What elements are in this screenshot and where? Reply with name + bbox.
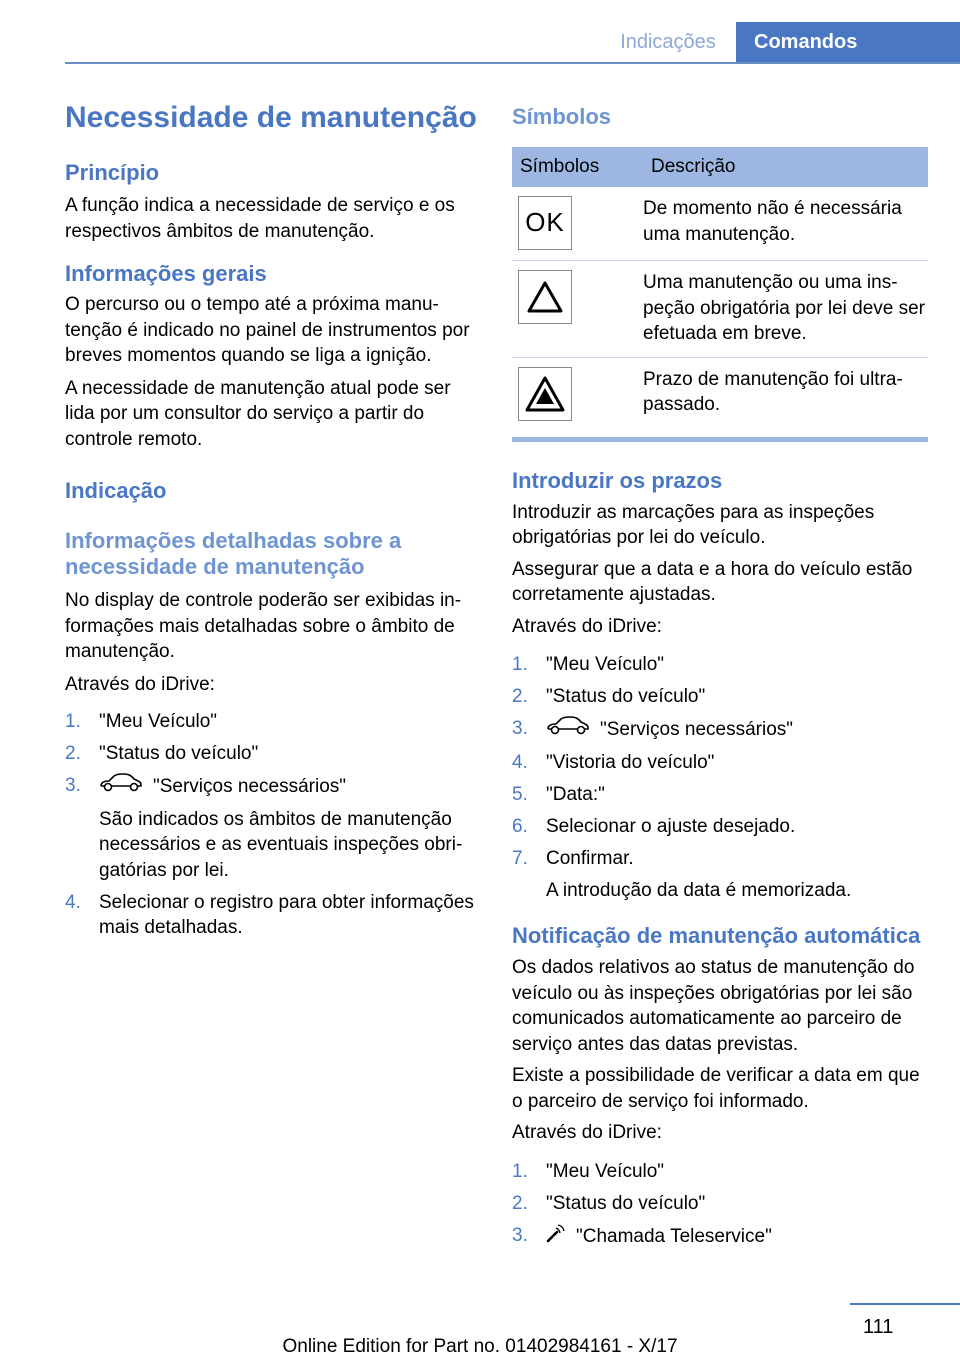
left-column [65, 96, 483, 947]
step-text: Selecionar o registro para obter informações mais detalhadas. [99, 891, 474, 938]
list-item [65, 890, 483, 941]
step-number: 2. [512, 1192, 528, 1214]
step-number: 4. [65, 891, 81, 913]
column-header-description: Descrição [643, 147, 928, 187]
description-cell: Prazo de manutenção foi ultrapassado. [643, 368, 903, 415]
notificacao-p2: Existe a possibilidade de verificar a data em que o parceiro de serviço foi informado. [512, 1065, 920, 1112]
step-text: "Vistoria do veículo" [546, 752, 715, 773]
step-number: 7. [512, 848, 528, 869]
table-row [512, 261, 928, 358]
teleservice-wrench-icon [546, 1223, 566, 1251]
informacoes-gerais-p1: O percurso ou o tempo até a próxima manutenção é indicado no painel de instrumentos por breves momentos quando se liga a ignição. [65, 294, 470, 366]
step-subtext: São indicados os âmbitos de manutenção necessários e as eventuais inspeções obrigatórias por lei. [99, 808, 463, 881]
step-number: 1. [512, 1160, 528, 1182]
page-title: Necessidade de manutenção [65, 101, 477, 134]
list-item [512, 684, 928, 710]
heading-notificacao-manutencao: Notificação de manutenção automática [512, 923, 921, 948]
step-number: 6. [512, 816, 528, 837]
list-item [512, 846, 928, 903]
step-number: 3. [512, 1224, 528, 1246]
notificacao-p3: Através do iDrive: [512, 1122, 662, 1143]
step-number: 3. [512, 718, 528, 739]
prazos-step-list [512, 652, 928, 903]
step-number: 1. [65, 711, 81, 732]
detalhadas-p1: No display de controle poderão ser exibidas informações mais detalhadas sobre o âmbito de manutenção. [65, 590, 462, 662]
heading-introduzir-prazos: Introduzir os prazos [512, 467, 723, 493]
column-header-symbols: Símbolos [512, 147, 643, 187]
description-cell: Uma manutenção ou uma inspeção obrigatória por lei deve ser efetuada em breve. [643, 261, 928, 358]
symbol-cell [512, 261, 643, 358]
left-step-list [65, 709, 483, 941]
prazos-p2: Assegurar que a data e a hora do veículo estão corretamente ajustadas. [512, 558, 913, 605]
principio-text: A função indica a necessidade de serviço e os respectivos âmbitos de manutenção. [65, 195, 455, 242]
prazos-p1: Introduzir as marcações para as inspeções obrigatórias por lei do veículo. [512, 501, 875, 548]
list-item [65, 773, 483, 883]
heading-simbolos: Símbolos [512, 104, 612, 129]
detalhadas-p2: Através do iDrive: [65, 673, 215, 695]
warning-triangle-filled-icon [518, 367, 572, 421]
list-item [65, 709, 483, 735]
symbol-cell [512, 187, 643, 261]
step-text: "Status do veículo" [546, 686, 706, 707]
step-number: 5. [512, 784, 528, 805]
step-text: "Serviços necessários" [153, 775, 347, 797]
list-item [512, 782, 928, 808]
car-service-icon [99, 773, 143, 801]
symbol-cell [512, 357, 643, 431]
page-number: 111 [863, 1316, 894, 1338]
step-subtext: A introdução da data é memorizada. [546, 879, 852, 901]
car-service-icon [546, 716, 590, 744]
edition-footer: Online Edition for Part no. 01402984161 - X/17 [282, 1336, 678, 1357]
heading-indicacao: Indicação [65, 478, 167, 503]
list-item [512, 716, 928, 744]
step-text: "Status do veículo" [99, 743, 259, 764]
ok-icon: OK [518, 196, 572, 250]
list-item [512, 1191, 928, 1217]
list-item [512, 750, 928, 776]
step-text: Confirmar. [546, 848, 634, 869]
footer-rule [850, 1303, 960, 1305]
header-rule [65, 62, 960, 64]
table-row [512, 357, 928, 431]
step-number: 2. [512, 686, 528, 707]
step-text: Selecionar o ajuste desejado. [546, 816, 796, 837]
right-column [512, 96, 928, 1257]
heading-principio: Princípio [65, 160, 160, 185]
notificacao-p1: Os dados relativos ao status de manutenção do veículo ou às inspeções obrigatórias por lei são comunicados automaticamente ao parceiro de serviço antes das datas previstas. [512, 957, 915, 1055]
table-header-row [512, 147, 928, 187]
step-number: 2. [65, 743, 81, 764]
table-row [512, 187, 928, 261]
step-text: "Serviços necessários" [600, 718, 794, 740]
step-text: "Data:" [546, 784, 605, 805]
step-number: 1. [512, 654, 528, 675]
step-text: "Meu Veículo" [99, 711, 218, 732]
step-number: 4. [512, 752, 528, 773]
table-end-rule [512, 437, 928, 442]
informacoes-gerais-p2: A necessidade de manutenção atual pode ser lida por um consultor do serviço a partir do controle remoto. [65, 377, 451, 450]
step-text: "Meu Veículo" [546, 1160, 665, 1182]
tab-comandos[interactable]: Comandos [736, 22, 960, 62]
list-item [65, 741, 483, 767]
symbols-table [512, 147, 928, 431]
heading-informacoes-gerais: Informações gerais [65, 261, 267, 286]
tab-indicacoes[interactable]: Indicações [620, 31, 716, 53]
step-number: 3. [65, 775, 81, 796]
step-text: "Meu Veículo" [546, 654, 665, 675]
warning-triangle-icon [518, 270, 572, 324]
list-item [512, 1223, 928, 1251]
description-cell: De momento não é necessária uma manutenção. [643, 187, 928, 261]
step-text: "Chamada Teleservice" [576, 1225, 772, 1247]
notificacao-step-list [512, 1159, 928, 1251]
heading-informacoes-detalhadas: Informações detalhadas sobre a necessidade de manutenção [65, 528, 402, 579]
step-text: "Status do veículo" [546, 1192, 706, 1214]
list-item [512, 1159, 928, 1185]
prazos-p3: Através do iDrive: [512, 615, 662, 637]
list-item [512, 652, 928, 678]
list-item [512, 814, 928, 840]
